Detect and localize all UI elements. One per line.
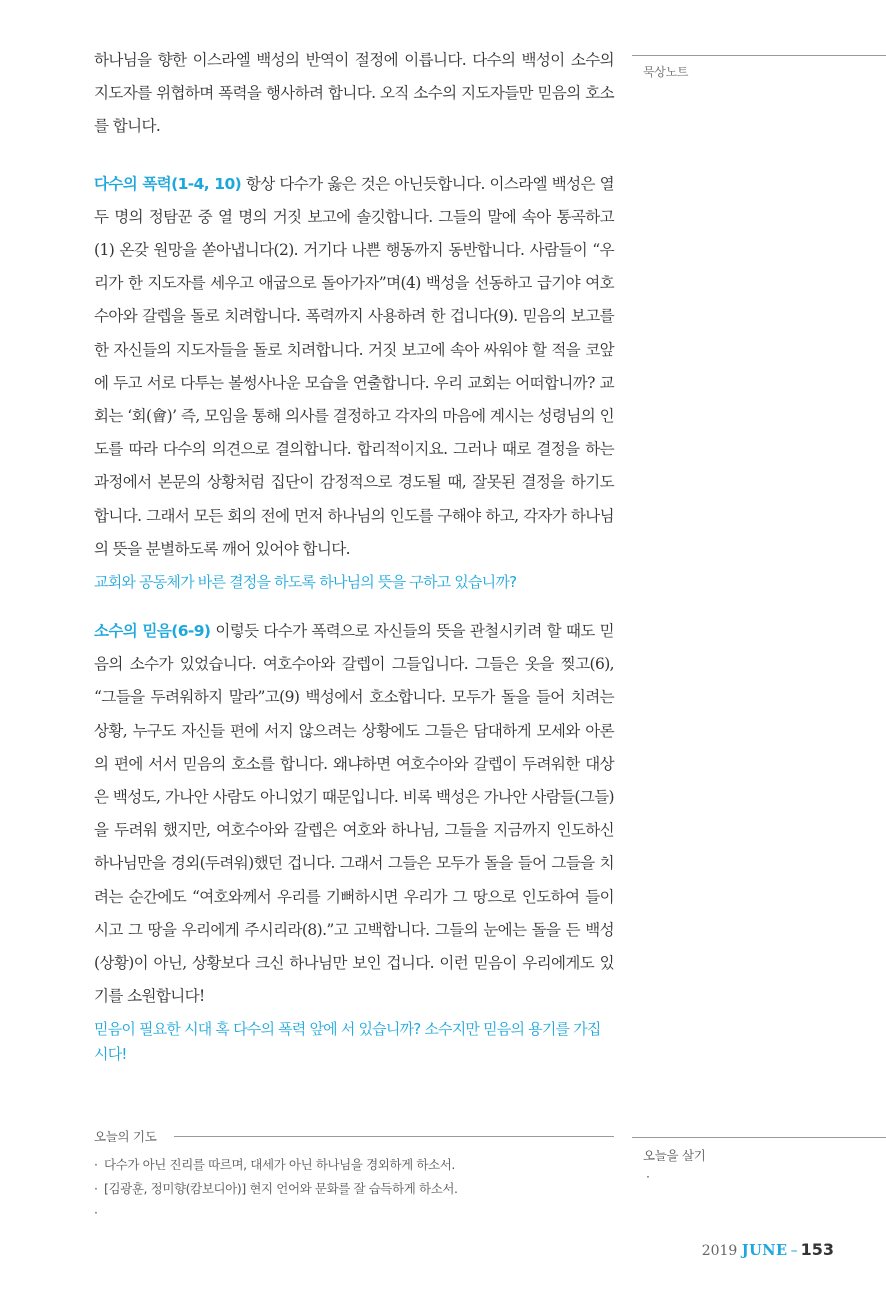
- intro-paragraph: 하나님을 향한 이스라엘 백성의 반역이 절정에 이릅니다. 다수의 백성이 소수의 지도자를 위협하며 폭력을 행사하려 합니다. 오직 소수의 지도자들만 믿음의 호소를 합니다.: [94, 51, 614, 136]
- bullet: ·: [94, 1181, 98, 1196]
- reflection-question: 교회와 공동체가 바른 결정을 하도록 하나님의 뜻을 구하고 있습니까?: [94, 573, 517, 592]
- prayer-list: [94, 1153, 614, 1225]
- bullet: ·: [94, 1157, 98, 1172]
- section-title: 소수의 믿음(6-9): [94, 622, 211, 641]
- prayer-header: [94, 1127, 614, 1147]
- prayer-label: 오늘의 기도: [94, 1127, 165, 1145]
- section-body: 이렇듯 다수가 폭력으로 자신들의 뜻을 관철시키려 할 때도 믿음의 소수가 있었습니다. 여호수아와 갈렙이 그들입니다. 그들은 옷을 찢고(6), “그들을 두려워하지 말라”고(9) 백성에서 호소합니다. 모두가 돌을 들어 치려는 상황, 누구도 자신들 편에 서지 않으려는 상황에도 그들은 담대하게 모세와 아론의 편에 서서 믿음의 호소를 합니다. 왜냐하면 여호수아와 갈렙이 두려워한 대상은 백성도, 가나안 사람도 아니었기 때문입니다. 비록 백성은 가나안 사람들(그들)을 두려워 했지만, 여호수아와 갈렙은 여호와 하나님, 그들을 지금까지 인도하신 하나님만을 경외(두려워)했던 겁니다. 그래서 그들은 모두가 돌을 들어 그들을 치려는 순간에도 “여호와께서 우리를 기뻐하시면 우리가 그 땅으로 인도하여 들이시고 그 땅을 우리에게 주시리라(8).”고 고백합니다. 그들의 눈에는 돌을 든 백성(상황)이 아닌, 상황보다 크신 하나님만 보인 겁니다. 이런 믿음이 우리에게도 있기를 소원합니다!: [94, 622, 614, 1006]
- section-majority-violence: [94, 168, 614, 566]
- section-body: 항상 다수가 옳은 것은 아닌듯합니다. 이스라엘 백성은 열두 명의 정탐꾼 중 열 명의 거짓 보고에 솔깃합니다. 그들의 말에 속아 통곡하고(1) 온갖 원망을 쏟아냅니다(2). 거기다 나쁜 행동까지 동반합니다. 사람들이 “우리가 한 지도자를 세우고 애굽으로 돌아가자”며(4) 백성을 선동하고 급기야 여호수아와 갈렙을 돌로 치려합니다. 폭력까지 사용하려 한 겁니다(9). 믿음의 보고를 한 자신들의 지도자들을 돌로 치려합니다. 거짓 보고에 속아 싸워야 할 적을 코앞에 두고 서로 다투는 볼썽사나운 모습을 연출합니다. 우리 교회는 어떠합니까? 교회는 ‘회(會)’ 즉, 모임을 통해 의사를 결정하고 각자의 마음에 계시는 성령님의 인도를 따라 다수의 의견으로 결의합니다. 합리적이지요. 그러나 때로 결정을 하는 과정에서 본문의 상황처럼 집단이 감정적으로 경도될 때, 잘못된 결정을 하기도 합니다. 그래서 모든 회의 전에 먼저 하나님의 인도를 구해야 하고, 각자가 하나님의 뜻을 분별하도록 깨어 있어야 합니다.: [94, 174, 614, 558]
- prayer-divider: [174, 1136, 614, 1137]
- living-today-label: 오늘을 살기: [643, 1148, 706, 1163]
- living-today-bullet: ·: [646, 1169, 650, 1184]
- meditation-note-label: 묵상노트: [643, 65, 689, 79]
- section-minority-faith: [94, 615, 614, 1013]
- page-number: 153: [800, 1240, 834, 1259]
- prayer-text: [김광훈, 정미향(캄보디아)] 현지 언어와 문화를 잘 습득하게 하소서.: [104, 1181, 458, 1196]
- list-item: [94, 1177, 614, 1201]
- list-item: [94, 1201, 614, 1225]
- page-footer: [702, 1240, 834, 1259]
- main-content: [94, 44, 614, 1087]
- footer-dash: –: [790, 1243, 798, 1259]
- list-item: [94, 1153, 614, 1177]
- section-title: 다수의 폭력(1-4, 10): [94, 174, 242, 193]
- living-today-divider: [632, 1137, 886, 1138]
- footer-year: 2019: [701, 1243, 738, 1259]
- reflection-question: 믿음이 필요한 시대 혹 다수의 폭력 앞에 서 있습니까? 소수지만 믿음의 용기를 가집시다!: [94, 1020, 601, 1064]
- prayer-text: 다수가 아닌 진리를 따르며, 대세가 아닌 하나님을 경외하게 하소서.: [104, 1157, 455, 1172]
- footer-month: JUNE: [741, 1242, 788, 1259]
- sidebar-divider: [632, 55, 886, 56]
- bullet: ·: [94, 1205, 98, 1220]
